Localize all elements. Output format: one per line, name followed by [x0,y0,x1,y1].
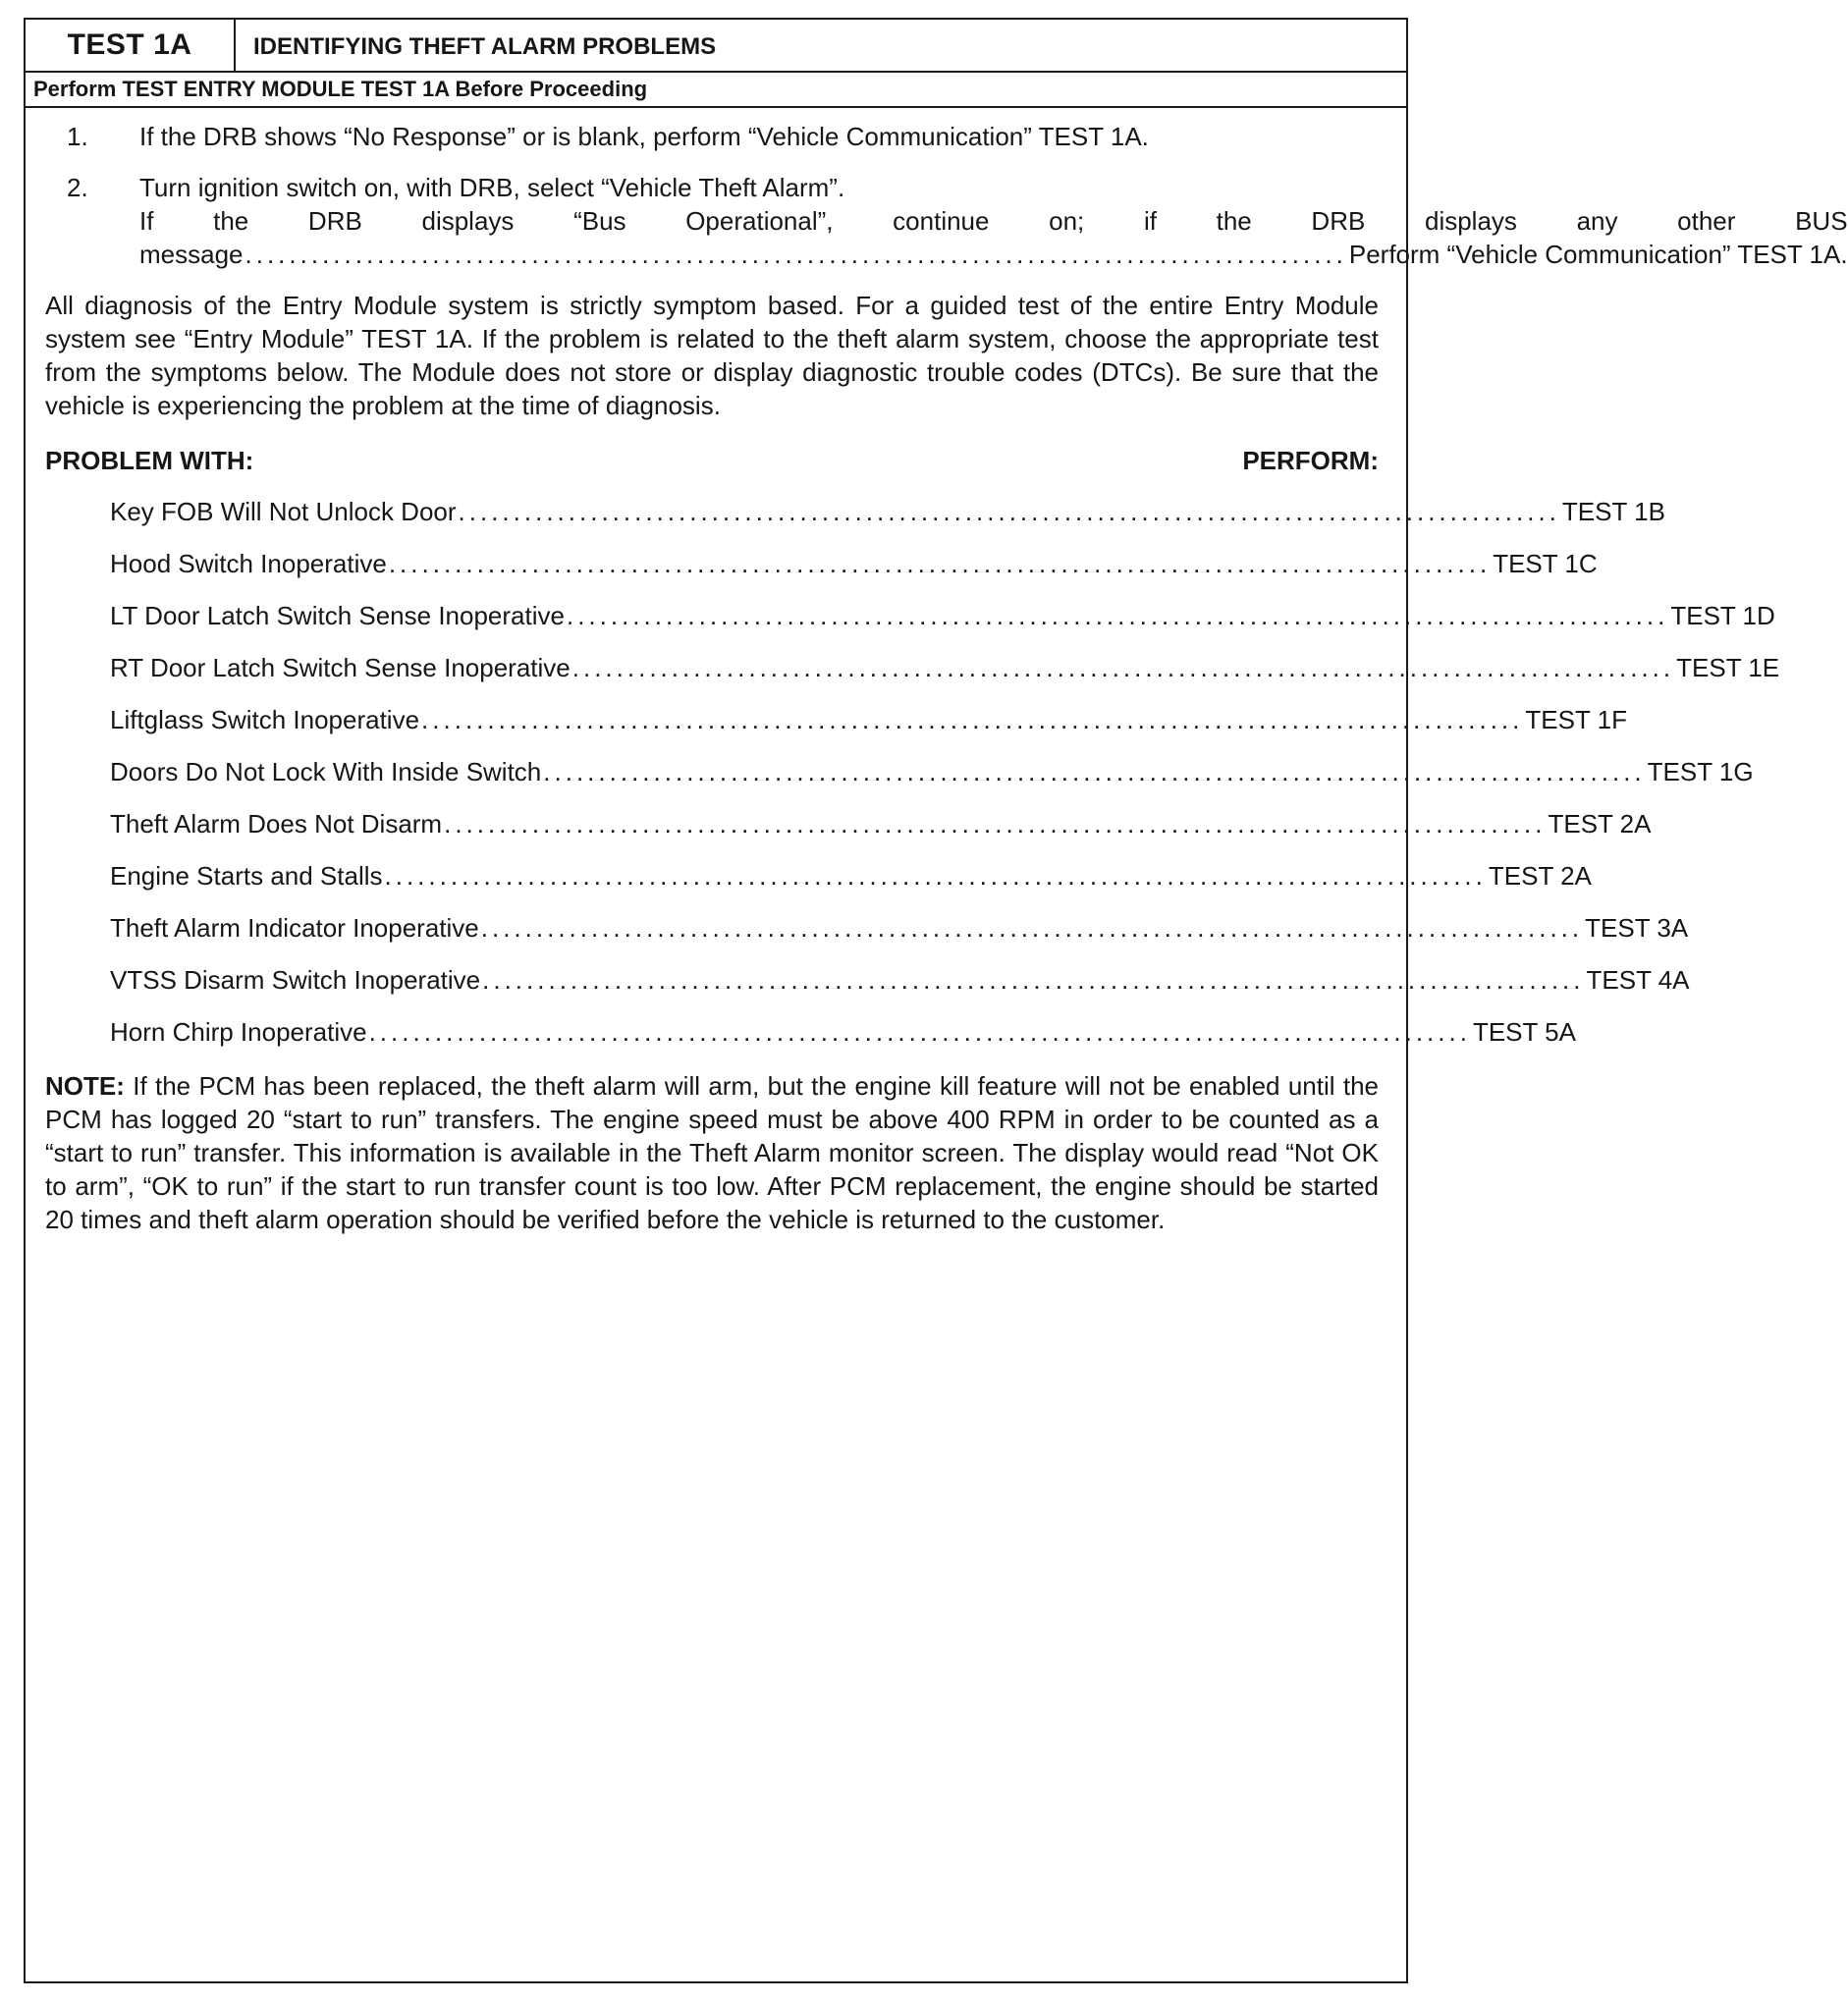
test-reference: TEST 2A [1488,860,1592,891]
test-reference: TEST 1D [1670,600,1775,630]
note-label: NOTE: [45,1071,125,1101]
dot-leader: .................................................................................................... [571,652,1675,682]
step-text: If the DRB shows “No Response” or is blank, perform “Vehicle Communication” TEST 1A. [139,122,1149,151]
problem-label: RT Door Latch Switch Sense Inoperative [110,652,571,682]
problem-row [110,1005,1576,1057]
intro-paragraph: All diagnosis of the Entry Module system is strictly symptom based. For a guided test of the entire Entry Module system see “Entry Module” TEST 1A. If the problem is related to the theft alarm system, choose the appropriate test from the symptoms below. The Module does not store or display diagnostic trouble codes (DTCs). Be sure that the vehicle is experiencing the problem at the time of diagnosis. [45,291,1379,420]
problem-row [110,693,1627,745]
dot-leader: .................................................................................................... [388,548,1492,578]
problem-row [110,953,1690,1005]
document-page [24,18,1848,1983]
steps-list [45,120,1848,271]
test-reference: TEST 3A [1585,912,1689,943]
test-reference: TEST 1F [1525,704,1627,734]
step-line-action: Perform “Vehicle Communication” TEST 1A. [1348,240,1848,269]
step-number: 1. [67,122,88,151]
problem-row [110,641,1780,693]
dot-leader: .................................................................................................... [444,808,1547,839]
dot-leader: .................................................................................................... [421,704,1524,734]
step-line: If the DRB displays “Bus Operational”, continue on; if the DRB displays any other BUS [139,206,1848,236]
note-text: If the PCM has been replaced, the theft alarm will arm, but the engine kill feature will not be enabled until the PCM has logged 20 “start to run” transfers. The engine speed must be above 400 RPM in order to be counted as a “start to run” transfer. This information is available in the Theft Alarm monitor screen. The display would read “Not OK to arm”, “OK to run” if the start to run transfer count is too low. After PCM replacement, the engine should be started 20 times and theft alarm operation should be verified before the vehicle is returned to the customer. [45,1071,1379,1234]
problem-row [110,901,1689,953]
perform-column-header: PERFORM: [1242,446,1379,475]
problem-label: Theft Alarm Indicator Inoperative [110,912,479,943]
problem-label: Hood Switch Inoperative [110,548,387,578]
step-line-dotted [139,238,1848,271]
dot-leader: .................................................................................................... [482,964,1585,995]
problem-row [110,797,1652,849]
problem-row [110,485,1665,537]
step-line-label: message [139,240,244,269]
test-reference: TEST 1B [1561,496,1665,526]
problem-row [110,589,1775,641]
problem-label: VTSS Disarm Switch Inoperative [110,964,481,995]
problem-row [110,849,1592,901]
dot-leader: .................................................................................................... [566,600,1669,630]
dot-leader: .................................................................................................... [245,240,1347,269]
problem-label: Theft Alarm Does Not Disarm [110,808,443,839]
test-title: IDENTIFYING THEFT ALARM PROBLEMS [253,33,717,60]
problem-list [45,485,1780,1057]
test-reference: TEST 1G [1647,756,1754,786]
dot-leader: .................................................................................................... [458,496,1560,526]
note-paragraph [45,1069,1379,1236]
dot-leader: .................................................................................................... [543,756,1646,786]
test-reference: TEST 2A [1548,808,1652,839]
problem-label: LT Door Latch Switch Sense Inoperative [110,600,565,630]
dot-leader: .................................................................................................... [384,860,1487,891]
step-2 [45,171,1848,271]
problem-label: Liftglass Switch Inoperative [110,704,420,734]
table-header [45,444,1379,477]
step-1 [45,120,1379,153]
dot-leader: .................................................................................................... [480,912,1584,943]
problem-row [110,537,1598,589]
problem-label: Key FOB Will Not Unlock Door [110,496,457,526]
test-reference: TEST 4A [1586,964,1690,995]
content-body [26,120,1848,1236]
problem-label: Horn Chirp Inoperative [110,1016,367,1047]
precondition-line: Perform TEST ENTRY MODULE TEST 1A Before Proceeding [26,73,1406,108]
problem-column-header: PROBLEM WITH: [45,446,254,475]
problem-label: Doors Do Not Lock With Inside Switch [110,756,542,786]
test-id: TEST 1A [26,20,236,71]
step-line: Turn ignition switch on, with DRB, select “Vehicle Theft Alarm”. [139,173,845,202]
test-reference: TEST 5A [1472,1016,1576,1047]
test-reference: TEST 1E [1676,652,1780,682]
problem-label: Engine Starts and Stalls [110,860,383,891]
dot-leader: .................................................................................................... [368,1016,1471,1047]
problem-row [110,745,1754,797]
test-reference: TEST 1C [1493,548,1598,578]
header-row [26,20,1406,73]
step-number: 2. [67,173,88,202]
step-body [116,171,1848,271]
